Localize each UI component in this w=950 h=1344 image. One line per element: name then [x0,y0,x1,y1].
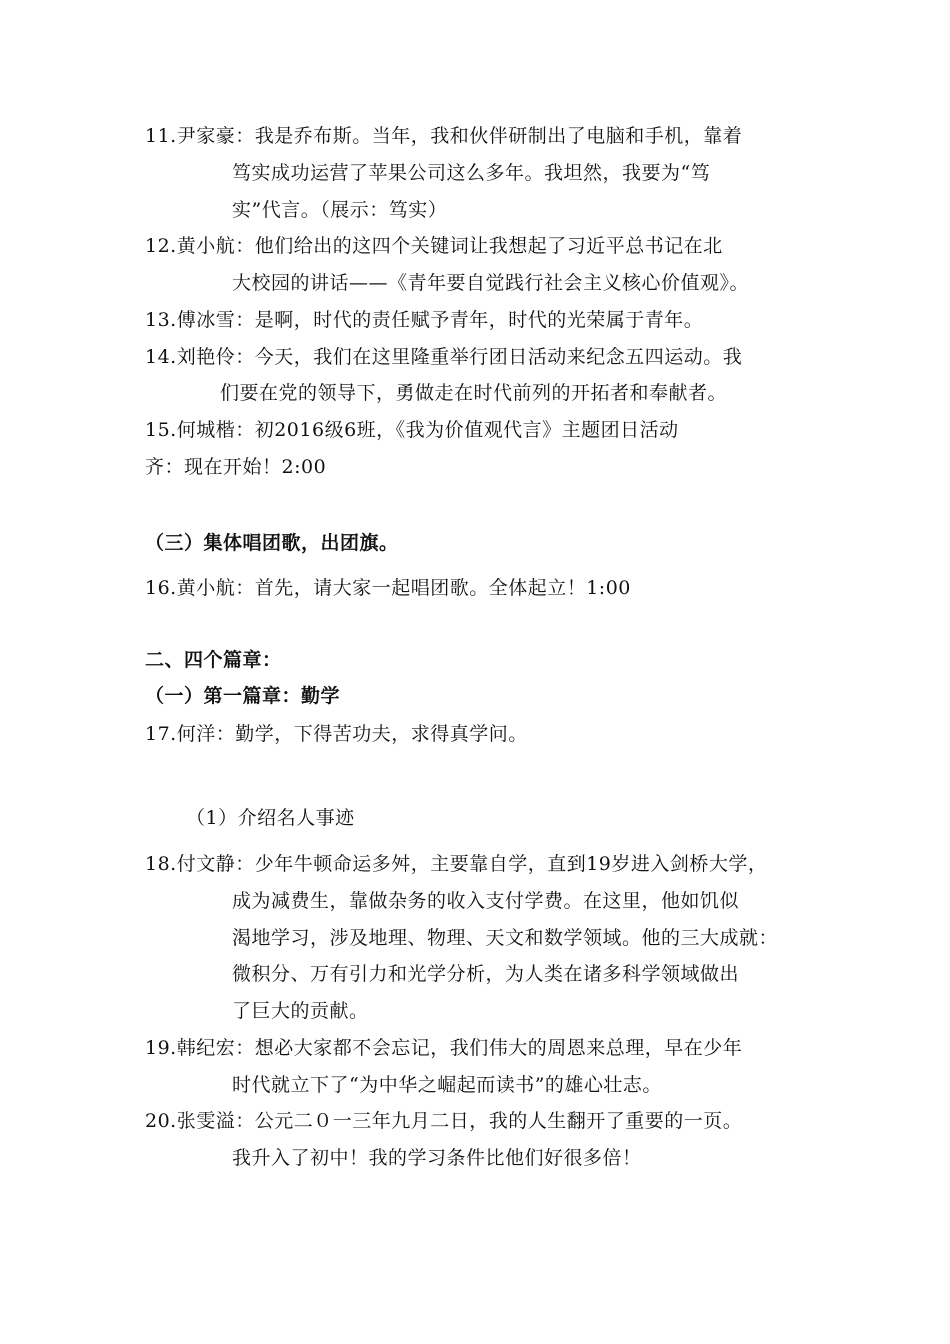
entry-13-line-1: 13.傅冰雪：是啊，时代的责任赋予青年，时代的光荣属于青年。 [145,309,704,331]
entry-20-line-2: 我升入了初中！我的学习条件比他们好很多倍！ [232,1147,642,1169]
entry-14-line-2: 们要在党的领导下，勇做走在时代前列的开拓者和奉献者。 [220,382,728,404]
entry-19-line-2: 时代就立下了“为中华之崛起而读书”的雄心壮志。 [232,1074,662,1096]
section-heading-four-chapters: 二、四个篇章： [145,649,282,671]
section-heading-three: （三）集体唱团歌，出团旗。 [145,532,399,554]
sub-heading-1: （1）介绍名人事迹 [186,807,355,829]
entry-12-line-1: 12.黄小航：他们给出的这四个关键词让我想起了习近平总书记在北 [145,235,723,257]
entry-18-line-4: 微积分、万有引力和光学分析，为人类在诸多科学领域做出 [232,963,740,985]
entry-19-line-1: 19.韩纪宏：想必大家都不会忘记，我们伟大的周恩来总理，早在少年 [145,1037,743,1059]
entry-11-line-1: 11.尹家豪：我是乔布斯。当年，我和伙伴研制出了电脑和手机，靠着 [145,125,743,147]
entry-18-line-1: 18.付文静：少年牛顿命运多舛，主要靠自学，直到19岁进入剑桥大学， [145,853,768,875]
entry-14-line-1: 14.刘艳伶：今天，我们在这里隆重举行团日活动来纪念五四运动。我 [145,346,743,368]
entry-12-line-2: 大校园的讲话——《青年要自觉践行社会主义核心价值观》。 [232,272,750,294]
entry-15-line-2: 齐：现在开始！2:00 [145,456,327,478]
entry-17-line-1: 17.何洋：勤学，下得苦功夫，求得真学问。 [145,723,528,745]
entry-11-line-3: 实”代言。（展示：笃实） [232,199,448,221]
entry-20-line-1: 20.张雯溢：公元二０一三年九月二日，我的人生翻开了重要的一页。 [145,1110,743,1132]
entry-18-line-5: 了巨大的贡献。 [232,1000,369,1022]
entry-18-line-3: 渴地学习，涉及地理、物理、天文和数学领域。他的三大成就： [232,927,779,949]
entry-16-line-1: 16.黄小航：首先，请大家一起唱团歌。全体起立！1:00 [145,577,631,599]
entry-18-line-2: 成为减费生，靠做杂务的收入支付学费。在这里，他如饥似 [232,890,740,912]
entry-15-line-1: 15.何城楷：初2016级6班，《我为价值观代言》主题团日活动 [145,419,679,441]
entry-11-line-2: 笃实成功运营了苹果公司这么多年。我坦然，我要为“笃 [232,162,711,184]
chapter-heading-one: （一）第一篇章：勤学 [145,685,341,707]
